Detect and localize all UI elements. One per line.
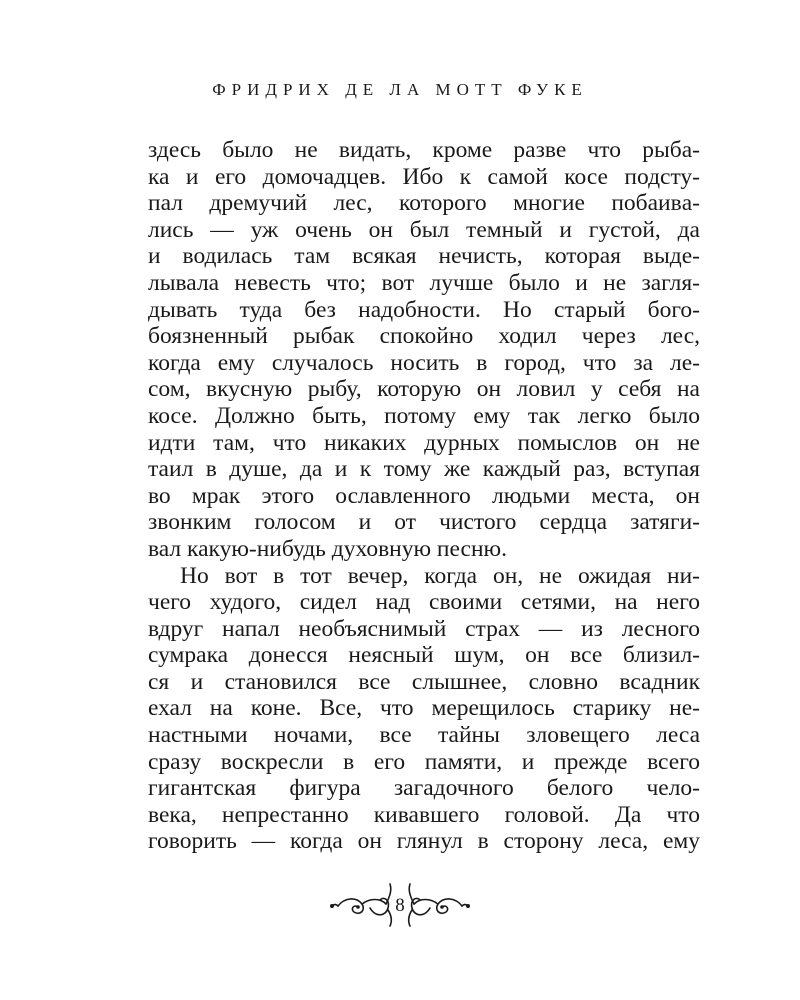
text-line: гигантская фигура загадочного белого чело-	[148, 775, 700, 802]
text-line: Но вот в тот вечер, когда он, не ожидая ни-	[180, 562, 700, 589]
text-line: дывать туда без надобности. Но старый бого-	[148, 296, 700, 323]
text-line: косе. Должно быть, потому ему так легко было	[148, 402, 700, 429]
text-line: вдруг напал необъяснимый страх — из лесного	[148, 615, 700, 642]
text-line: ся и становился все слышнее, словно всадник	[148, 668, 700, 695]
text-line: идти там, что никаких дурных помыслов он не	[148, 429, 700, 456]
page-footer	[0, 878, 800, 938]
body-text	[148, 137, 700, 855]
text-line: сом, вкусную рыбу, которую он ловил у себя на	[148, 376, 700, 403]
text-line: когда ему случалось носить в город, что за ле-	[148, 349, 700, 376]
text-line: и водилась там всякая нечисть, которая выде-	[148, 243, 700, 270]
text-line: лись — уж очень он был темный и густой, да	[148, 216, 700, 243]
text-line: во мрак этого ославленного людьми места, он	[148, 482, 700, 509]
text-line: пал дремучий лес, которого многие побаивa-	[148, 190, 700, 217]
text-line: настными ночами, все тайны зловещего леса	[148, 722, 700, 749]
text-line: лывала невесть что; вот лучше было и не загля-	[148, 269, 700, 296]
text-line: боязненный рыбак спокойно ходил через лес,	[148, 323, 700, 350]
text-line: ехал на коне. Все, что мерещилось старику не-	[148, 695, 700, 722]
text-line: сумрака донесся неясный шум, он все близил-	[148, 642, 700, 669]
text-line: говорить — когда он глянул в сторону леса, ему	[148, 828, 700, 855]
text-line: сразу воскресли в его памяти, и прежде всего	[148, 748, 700, 775]
page-number: 8	[395, 895, 405, 916]
text-line: чего худого, сидел над своими сетями, на него	[148, 589, 700, 616]
text-line: таил в душе, да и к тому же каждый раз, вступая	[148, 456, 700, 483]
text-line: века, непрестанно кивавшего головой. Да что	[148, 801, 700, 828]
text-line: вал какую-нибудь духовную песню.	[148, 535, 507, 562]
text-line: здесь было не видать, кроме разве что рыба-	[148, 137, 700, 163]
text-line: ка и его домочадцев. Ибо к самой косе подсту-	[148, 163, 700, 190]
running-head-author: ФРИДРИХ ДЕ ЛА МОТТ ФУКЕ	[212, 80, 588, 99]
text-line: звонким голосом и от чистого сердца затяги-	[148, 509, 700, 536]
